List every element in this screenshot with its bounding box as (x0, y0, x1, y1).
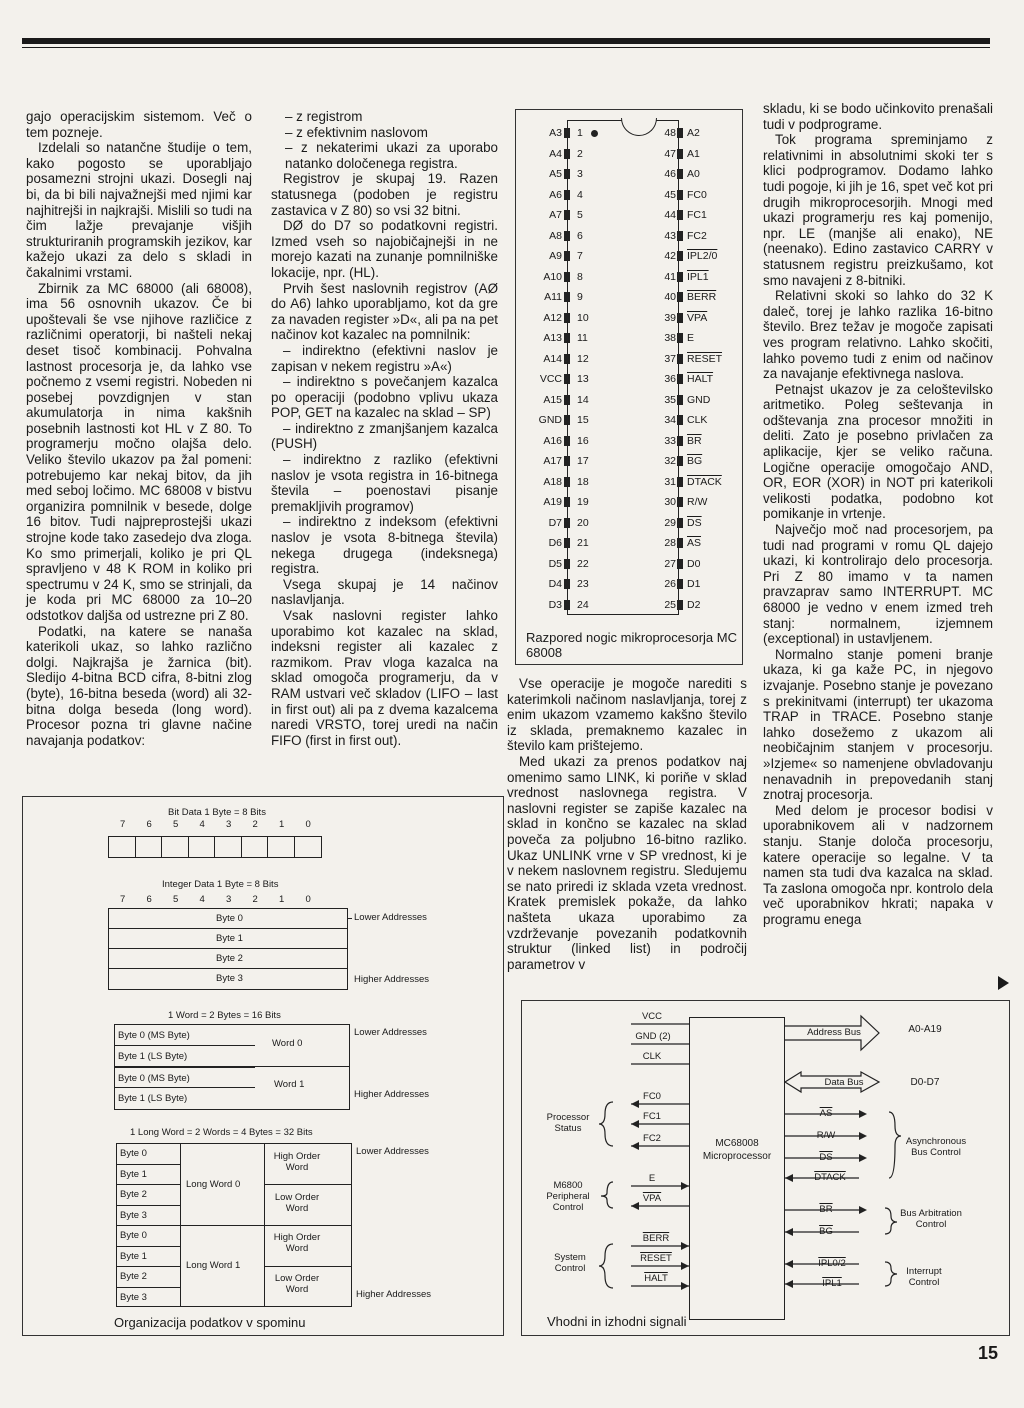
lower-addresses-label: Lower Addresses (354, 912, 427, 923)
pin-right-number: 29 (664, 516, 676, 529)
byte-row: Byte 1 (109, 929, 347, 949)
pin-nub (677, 600, 683, 610)
pin-nub (677, 251, 683, 261)
pin-nub (677, 272, 683, 282)
pin-nub (677, 395, 683, 405)
pin-left-number: 16 (577, 434, 589, 447)
pin-right-number: 39 (664, 311, 676, 324)
pin-right-name: $\overline{AS}$ (687, 537, 702, 549)
pin-nub (677, 579, 683, 589)
paragraph: gajo operacijskim sistemom. Več o tem pozneje. (26, 109, 252, 140)
pin-left-name: A4 (549, 147, 562, 160)
pin-left-name: A6 (549, 188, 562, 201)
pin-right-number: 43 (664, 229, 676, 242)
pin-nub (677, 436, 683, 446)
pin-right-name: R/W (687, 496, 708, 508)
pin-right-number: 38 (664, 332, 676, 344)
paragraph: Največjo moč nad procesorjem, pa tudi nad programi v romu QL dajejo ukazi, ki kontrolirajo delo procesorja. Pri Z 80 imamo v ta namen pravzaprav samo INTERRUPT. MC 68000 je vedno v enem izmed treh stanj: normalnem, izjemnem (exceptional) in ustavljenem. (763, 522, 993, 647)
bg-label: $\overline{BG}$ (819, 1226, 833, 1237)
address-range-label: A0-A19 (908, 1024, 942, 1035)
pin-left-name: VCC (539, 373, 562, 385)
paragraph: Petnajst ukazov je za celoštevilsko aritmetiko. Poleg seštevanja in odštevanja zna procesor množiti in deliti. Zato je posebno privlačen za aplikacije, kjer se veliko računa. Logične operacije omogočajo AND, OR, EOR (XOR) in NOT pri katerikoli velikosti podatka, podobno kot pomikanje in vrtenje. (763, 381, 993, 522)
pin-left-number: 12 (577, 352, 589, 365)
paragraph: DØ do D7 so podatkovni registri. Izmed vseh so najobičajnejši in ne morejo kazati na zunanje pomnilniške lokacije, npr. (HL). (271, 218, 498, 280)
ds-label: $\overline{DS}$ (819, 1152, 833, 1163)
higher-addresses-label: Higher Addresses (356, 1289, 431, 1300)
row-divider (116, 1164, 180, 1165)
pin-left-name: A14 (543, 352, 562, 365)
pin-nub (677, 374, 683, 384)
pin-nub (564, 231, 570, 241)
pin-left-number: 1 (577, 127, 583, 139)
m6800-control-label: M6800 Peripheral Control (546, 1180, 590, 1213)
pin-left-name: A19 (543, 496, 562, 508)
pin-right-number: 46 (664, 168, 676, 180)
pin-nub (564, 436, 570, 446)
paragraph: Med delom je procesor bodisi v uporabnikovem ali v nadzornem stanju. Stanje določa procesorju, katere operacije so legalne. V ta namen sta tudi dva kazalca na sklad. Ta zaslona omogoča npr. kontrolo dela več uporabnikov hkrati; napaka v programu enega (763, 802, 993, 927)
word-row: Byte 1 (LS Byte) (118, 1093, 188, 1104)
pin-left-number: 23 (577, 578, 589, 590)
pin-nub (564, 251, 570, 261)
halt-label: HALT (644, 1273, 668, 1284)
byte-table (108, 908, 348, 990)
word-row: Byte 0 (MS Byte) (115, 1025, 255, 1046)
pin-left-name: A15 (543, 393, 562, 406)
pin-left-name: A11 (544, 291, 562, 303)
pin-nub (564, 333, 570, 343)
word-row: Byte 0 (MS Byte) (115, 1067, 255, 1088)
signals-caption: Vhodni in izhodni signali (547, 1314, 687, 1329)
pin-right-name: $\overline{BG}$ (687, 455, 703, 467)
list-item: – z efektivnim naslovom (285, 124, 428, 140)
header-rule-thin (22, 47, 990, 48)
pin-left-number: 15 (577, 414, 589, 426)
higher-addresses-label: Higher Addresses (354, 974, 429, 985)
word0-label: Word 0 (272, 1038, 303, 1049)
fc0-label: FC0 (643, 1091, 661, 1102)
bit-number: 0 (305, 819, 311, 830)
pin-nub (677, 415, 683, 425)
bit-number: 0 (305, 894, 311, 905)
pin-right-number: 36 (664, 373, 676, 385)
pin-right-number: 41 (664, 270, 676, 283)
pin-left-number: 11 (577, 332, 588, 344)
pin-right-number: 45 (664, 188, 676, 201)
pin-left-name: A17 (543, 455, 562, 467)
pin-nub (677, 169, 683, 179)
processor-status-label: Processor Status (546, 1112, 590, 1134)
list-item: – z nekaterimi ukazi za uporabo natanko določenega registra. (285, 140, 498, 171)
paragraph: Tok programa spreminjamo z relativnimi in absolutnimi skoki ter s klici podprogramov. Dodamo lahko tudi pogoje, ki jih je 16, spet več kot pri drugih mikroprocesorjih. Mnogi med ukazi programerju res kaj pomenijo, npr. LE (manjše ali enako), NE (neenako). Edino zastavico CARRY v statusnem registru preizkušamo, kot smo navajeni z 8-bitniki. (763, 132, 994, 288)
pin-nub (564, 456, 570, 466)
async-control-label: Asynchronous Bus Control (905, 1136, 967, 1158)
bit-cell (214, 836, 242, 858)
bit-cell (294, 836, 322, 858)
pin-nub (564, 395, 570, 405)
pin-nub (564, 190, 570, 200)
pin-right-name: RESET (687, 352, 723, 365)
pin-right-number: 25 (664, 598, 676, 611)
pin-left-number: 18 (577, 475, 589, 488)
pin-left-name: A8 (549, 229, 562, 242)
pin-nub (677, 456, 683, 466)
byte-row: Byte 0 (109, 909, 347, 929)
pin-right-name: D0 (687, 557, 701, 570)
paragraph: Normalno stanje pomeni branje ukaza, ki ga kaže PC, in njegovo izvajanje. Posebno stanje je povezano s prekinitvami (interrupt) ter ukazoma TRAP in TRACE. Posebno stanje lahko dosežemo z ukazom ali neobičajnim stanjem v procesorju. »Izjeme« so namenjene obvladovanju nenavadnih in prepovedanih stanj znotraj procesorja. (763, 646, 993, 803)
pin-left-name: A13 (543, 332, 562, 344)
row-divider (116, 1287, 180, 1288)
pin-right-number: 40 (664, 291, 676, 303)
pin-left-number: 8 (577, 270, 583, 283)
pin-right-number: 28 (664, 537, 676, 549)
paragraph: Prvih šest naslovnih registrov (AØ do A6) lahko uporabljamo, kot da gre za navaden register »D«, ali pa na pet načinov kot kazalec na pomnilnik: (271, 280, 498, 343)
pin-nub (564, 497, 570, 507)
continue-arrow-icon (998, 976, 1009, 990)
pin-nub (564, 579, 570, 589)
list-item: – z registrom (285, 109, 363, 124)
pin-left-number: 2 (577, 147, 583, 160)
pin-right-number: 37 (664, 352, 676, 365)
pin-nub (564, 149, 570, 159)
data-bus-label: Data Bus (824, 1077, 864, 1088)
pin-left-name: A7 (549, 209, 562, 221)
pin-right-number: 33 (664, 434, 676, 447)
pin-nub (564, 518, 570, 528)
pin-nub (564, 292, 570, 302)
pin-right-name: FC0 (687, 188, 707, 201)
fc2-label: FC2 (643, 1133, 661, 1144)
pin-nub (564, 559, 570, 569)
pin-right-number: 44 (664, 209, 676, 221)
page-number: 15 (977, 1343, 998, 1363)
paragraph: Med ukazi za prenos podatkov naj omenimo samo LINK, ki poriňe v sklad vrednost naslovnega registra. V naslovni register se zapiše kazalec na sklad in končno se kazalec na sklad poveča za poljubno 16-bitno razliko. Ukaz UNLINK vrne v SP vrednost, ki je v nekem naslovnem registru. Sledujemu se nato priredi iz sklada vzeta vrednost. Kratek premislek pokaže, da lahko našteta ukaza uporabimo za vzdrževanje povezanih podatkovnih struktur (linked list) in področij parametrov v (507, 753, 747, 972)
long-word-byte-row: Byte 2 (120, 1189, 147, 1200)
pin-left-number: 5 (577, 209, 583, 221)
bit-number: 2 (252, 894, 258, 905)
pin-left-number: 24 (577, 598, 589, 611)
pin-nub (677, 190, 683, 200)
pin-right-name: A2 (687, 127, 700, 139)
pin-left-number: 9 (577, 291, 583, 303)
low-order-word-label: Low Order Word (274, 1273, 320, 1295)
pin-left-number: 19 (577, 496, 589, 508)
pin-left-number: 21 (577, 537, 589, 549)
pin-right-name: DTACK (687, 475, 722, 488)
bit-number: 1 (279, 819, 285, 830)
dtack-label: DTACK (814, 1172, 846, 1183)
pin-left-number: 22 (577, 557, 589, 570)
pin-right-name: IPL1 (687, 270, 709, 283)
data-range-label: D0-D7 (910, 1077, 940, 1088)
pin-right-number: 48 (664, 127, 676, 139)
vpa-label: $\overline{VPA}$ (642, 1193, 662, 1204)
pin-nub (677, 333, 683, 343)
pin-left-number: 7 (577, 250, 583, 262)
row-divider (116, 1266, 180, 1267)
paragraph: Vsega skupaj je 14 načinov naslavljanja. (271, 576, 498, 608)
fc1-label: FC1 (643, 1111, 661, 1122)
bit-number: 6 (146, 894, 152, 905)
cpu-name: MC68008 (715, 1138, 759, 1149)
pin-nub (677, 292, 683, 302)
word-row: Byte 1 (LS Byte) (115, 1046, 255, 1067)
bit-number: 5 (173, 894, 179, 905)
paragraph: Zbirnik za MC 68000 (ali 68008), ima 56 osnovnih ukazov. Če bi upoštevali še vse njihove različice z različnimi operatorji, bi našteli nekaj deset tisoč kombinacij. Pohvalna lastnost procesorja je, da lahko vse počnemo z vsemi registri. Nobeden ni posebej povzdignjen v stan akumulatorja in nima kakšnih posebnih lastnosti kot HL v Z 80. To programerju močno olajša delo. Veliko število ukazov pa žal pomeni: potrebujemo kar nekaj bitov, da jih med seboj ločimo. MC 68008 v bistvu organizira pomnilnik v besede, dolge 16 bitov. Tudi najpreprostejši ukazi strojne kode tako zasedejo dva zloga. Ko smo primerjali, koliko je pri QL spravljeno v 48 K ROM in koliko pri spectrumu v 24 K, smo se strinjali, da je koda pri MC 68000 za 10–20 odstotkov daljša od ustrezne pri Z 80. (26, 280, 252, 623)
pin-right-number: 26 (664, 578, 676, 590)
pin-right-name: $\overline{BR}$ (687, 434, 702, 447)
pin-right-name: CLK (687, 414, 708, 426)
pin-left-name: A10 (543, 270, 562, 283)
pin-right-number: 35 (664, 393, 676, 406)
list-item: – indirektno z indeksom (efektivni naslov je vsota 8-bitnega števila) nekega drugega (indeksnega) registra. (271, 514, 498, 577)
berr-label: BERR (642, 1233, 670, 1244)
long-word-title: 1 Long Word = 2 Words = 4 Bytes = 32 Bits (130, 1127, 313, 1138)
address-bus-label: Address Bus (807, 1027, 861, 1038)
cpu-subtitle: Microprocessor (702, 1151, 772, 1162)
pin-left-name: A5 (549, 168, 562, 180)
pin-right-name: A0 (687, 168, 700, 180)
pin-left-name: D5 (548, 557, 562, 570)
pin-left-number: 17 (577, 455, 589, 467)
gnd-label: GND (2) (635, 1031, 671, 1042)
pin-right-name: BERR (687, 291, 717, 303)
text-column-1 (26, 109, 252, 748)
pin-left-name: A12 (543, 311, 562, 324)
pin-left-number: 6 (577, 229, 583, 242)
memory-caption: Organizacija podatkov v spominu (114, 1315, 306, 1330)
pin-nub (564, 272, 570, 282)
pin-right-number: 27 (664, 557, 676, 570)
pin-nub (677, 231, 683, 241)
pin-nub (677, 210, 683, 220)
pin-left-name: D4 (548, 578, 562, 590)
bit-cell (135, 836, 163, 858)
word1-label: Word 1 (274, 1079, 305, 1090)
high-order-word-label: High Order Word (273, 1151, 321, 1173)
pin-right-name: $\overline{VPA}$ (687, 311, 708, 324)
list-item: – indirektno z razliko (efektivni naslov je vsota registra in 16-bitnega števila – poenostavi pisanje premakljivih programov) (271, 452, 498, 514)
byte-row: Byte 2 (109, 949, 347, 969)
pin-right-name: GND (687, 393, 711, 406)
reset-label: RESET (640, 1253, 672, 1264)
long-word-byte-row: Byte 1 (120, 1250, 147, 1262)
pin-right-name: D2 (687, 598, 701, 611)
pin-nub (564, 210, 570, 220)
pin-nub (564, 169, 570, 179)
paragraph: Izdelali so natančne študije o tem, kako pogosto se uporabljajo posamezni strojni ukazi. Dosegli naj bi, da bi bili najvažnejši med njimi kar najhitrejši in najkrajši. Mislili so tudi na čim lažje prevajanje višjih strukturiranih programskih jezikov, kar kažejo ukazi za delo s skladi in čakalnimi vrstami. (26, 140, 252, 280)
bit-number: 6 (146, 819, 152, 830)
pin-nub (677, 149, 683, 159)
pin-nub (677, 128, 683, 138)
bit-number: 7 (120, 894, 126, 905)
bus-arbitration-label: Bus Arbitration Control (900, 1208, 962, 1230)
pin-right-name: FC2 (687, 229, 707, 242)
e-label: E (648, 1173, 656, 1184)
long-word-byte-row: Byte 2 (120, 1271, 147, 1282)
pin-right-name: IPL2/0 (687, 250, 718, 262)
paragraph: Vse operacije je mogoče narediti s katerimkoli načinom naslavljanja, torej z enim ukazom vzamemo kakšno število iz sklada, premaknemo kazalec in število kam prištejemo. (507, 676, 747, 754)
pin-left-name: D6 (548, 537, 562, 549)
low-order-word-label: Low Order Word (274, 1192, 320, 1214)
high-order-word-label: High Order Word (273, 1232, 321, 1254)
lower-addresses-label: Lower Addresses (356, 1146, 429, 1157)
pin-nub (677, 538, 683, 548)
pin-right-number: 47 (664, 147, 676, 160)
pin-nub (564, 477, 570, 487)
bit-cell (108, 836, 136, 858)
bit-number: 2 (252, 819, 258, 830)
bit-number: 4 (199, 894, 205, 905)
pin-right-number: 34 (664, 414, 676, 426)
text-column-2 (271, 109, 498, 748)
br-label: $\overline{BR}$ (819, 1204, 833, 1215)
long-word-byte-row: Byte 3 (120, 1291, 147, 1303)
pin-right-name: E (687, 332, 695, 344)
bit-number: 1 (279, 894, 285, 905)
pinout-caption: Razpored nogic mikroprocesorja MC 68008 (526, 630, 737, 660)
word-title: 1 Word = 2 Bytes = 16 Bits (168, 1010, 281, 1021)
higher-addresses-label: Higher Addresses (354, 1089, 429, 1100)
pin-right-number: 32 (664, 455, 676, 467)
pin-right-name: $\overline{DS}$ (687, 516, 702, 529)
row-divider (116, 1246, 180, 1247)
paragraph: Podatki, na katere se nanaša katerikoli ukaz, so lahko različno dolgi. Najkrajša je žarnica (bit). Sledijo 4-bitna BCD cifra, 8-bitni zlog (byte), 16-bitna beseda (word) ali 32-bitna dolga beseda (long word). Procesor pozna tri glavne načine navajanja podatkov: (26, 623, 252, 748)
pin-nub (564, 354, 570, 364)
as-label: $\overline{AS}$ (819, 1108, 833, 1119)
bit-number: 4 (199, 819, 205, 830)
byte-row: Byte 3 (216, 973, 243, 984)
integer-data-title: Integer Data 1 Byte = 8 Bits (162, 879, 279, 890)
pin-right-number: 31 (664, 475, 676, 488)
pin-left-number: 10 (577, 311, 589, 324)
paragraph: Relativni skoki so lahko do 32 K daleč, torej je lahko razlika 16-bitno število. Brez težav je mogoče zapisati ves program relativno. Lahko skočiti, lahko povemo tudi z enim od načinov za navajanje efektivnega naslova. (763, 288, 993, 382)
long-word0-label: Long Word 0 (186, 1179, 241, 1190)
pin-left-name: GND (538, 414, 562, 426)
pin-left-name: D7 (548, 516, 562, 529)
bit-number: 3 (226, 819, 232, 830)
text-column-4 (763, 101, 993, 927)
pin-nub (677, 559, 683, 569)
pin-right-name: A1 (687, 147, 700, 160)
bit-number: 7 (120, 819, 126, 830)
long-word-byte-row: Byte 0 (120, 1230, 147, 1241)
header-rule (22, 38, 990, 44)
pin-right-number: 42 (664, 250, 676, 262)
row-divider (116, 1205, 180, 1206)
paragraph: Vsak naslovni register lahko uporabimo kot kazalec na sklad, indeksni register ali kazalec z razmikom. Prav vloga kazalca na sklad omogoča programerju, da v RAM ustvari več skladov (LIFO – last in first out) ali pa z dvema kazalcema naredi VRSTO, torej uredi na način FIFO (first in first out). (271, 608, 498, 748)
pin-nub (564, 415, 570, 425)
pin-left-number: 20 (577, 516, 589, 529)
word-table (114, 1024, 350, 1110)
pin-left-name: A16 (543, 434, 562, 447)
list-item: – indirektno (efektivni naslov je zapisan v nekem registru »A«) (271, 342, 498, 374)
bit-cell (188, 836, 216, 858)
text-column-3 (507, 676, 747, 972)
pin-left-number: 14 (577, 393, 589, 406)
rw-label: R/W (816, 1130, 836, 1141)
pin-nub (564, 600, 570, 610)
pin-left-number: 4 (577, 188, 583, 201)
ipl02-label: IPL0/2 (818, 1258, 846, 1269)
pin-left-number: 3 (577, 168, 583, 180)
vcc-label: VCC (641, 1011, 663, 1022)
list-item: – indirektno s povečanjem kazalca po operaciji (podobno vplivu ukaza POP, GET na kazalec na sklad – SP) (271, 374, 498, 421)
bit-number: 5 (173, 819, 179, 830)
paragraph: skladu, ki se bodo učinkovito prenašali tudi v podprograme. (763, 101, 993, 132)
bit-cell (267, 836, 295, 858)
bit-cell (241, 836, 269, 858)
pin-nub (677, 477, 683, 487)
ipl1-label: IPL1 (822, 1278, 842, 1289)
bit-data-title: Bit Data 1 Byte = 8 Bits (168, 807, 266, 818)
pin-nub (564, 128, 570, 138)
pin-nub (564, 374, 570, 384)
pin1-dot-icon (591, 130, 598, 137)
pin-left-name: D3 (548, 598, 562, 611)
pin-left-name: A9 (549, 250, 562, 262)
pin-nub (677, 313, 683, 323)
bit-number: 3 (226, 894, 232, 905)
paragraph: Registrov je skupaj 19. Razen statusnega (podoben je registru zastavica v Z 80) so vsi 32 bitni. (271, 171, 498, 218)
clk-label: CLK (642, 1051, 662, 1062)
pin-left-name: A18 (543, 475, 562, 488)
pin-nub (564, 313, 570, 323)
long-word1-label: Long Word 1 (186, 1260, 241, 1271)
pin-left-name: A3 (549, 127, 562, 139)
long-word-byte-row: Byte 3 (120, 1209, 147, 1221)
long-word-byte-row: Byte 1 (120, 1168, 147, 1180)
row-divider (116, 1184, 180, 1185)
pin-left-number: 13 (577, 373, 589, 385)
pin-right-name: D1 (687, 578, 701, 590)
interrupt-control-label: Interrupt Control (906, 1266, 942, 1288)
pin-nub (677, 354, 683, 364)
lower-addresses-label: Lower Addresses (354, 1027, 427, 1038)
pin-nub (677, 518, 683, 528)
long-word-byte-row: Byte 0 (120, 1148, 147, 1159)
pin-nub (677, 497, 683, 507)
pin-right-name: HALT (687, 373, 714, 385)
pin-right-number: 30 (664, 496, 676, 508)
bit-cells (108, 836, 320, 858)
system-control-label: System Control (554, 1252, 586, 1274)
list-item: – indirektno z zmanjšanjem kazalca (PUSH) (271, 420, 498, 452)
bit-cell (161, 836, 189, 858)
pin-nub (564, 538, 570, 548)
pin-right-name: FC1 (687, 209, 707, 221)
